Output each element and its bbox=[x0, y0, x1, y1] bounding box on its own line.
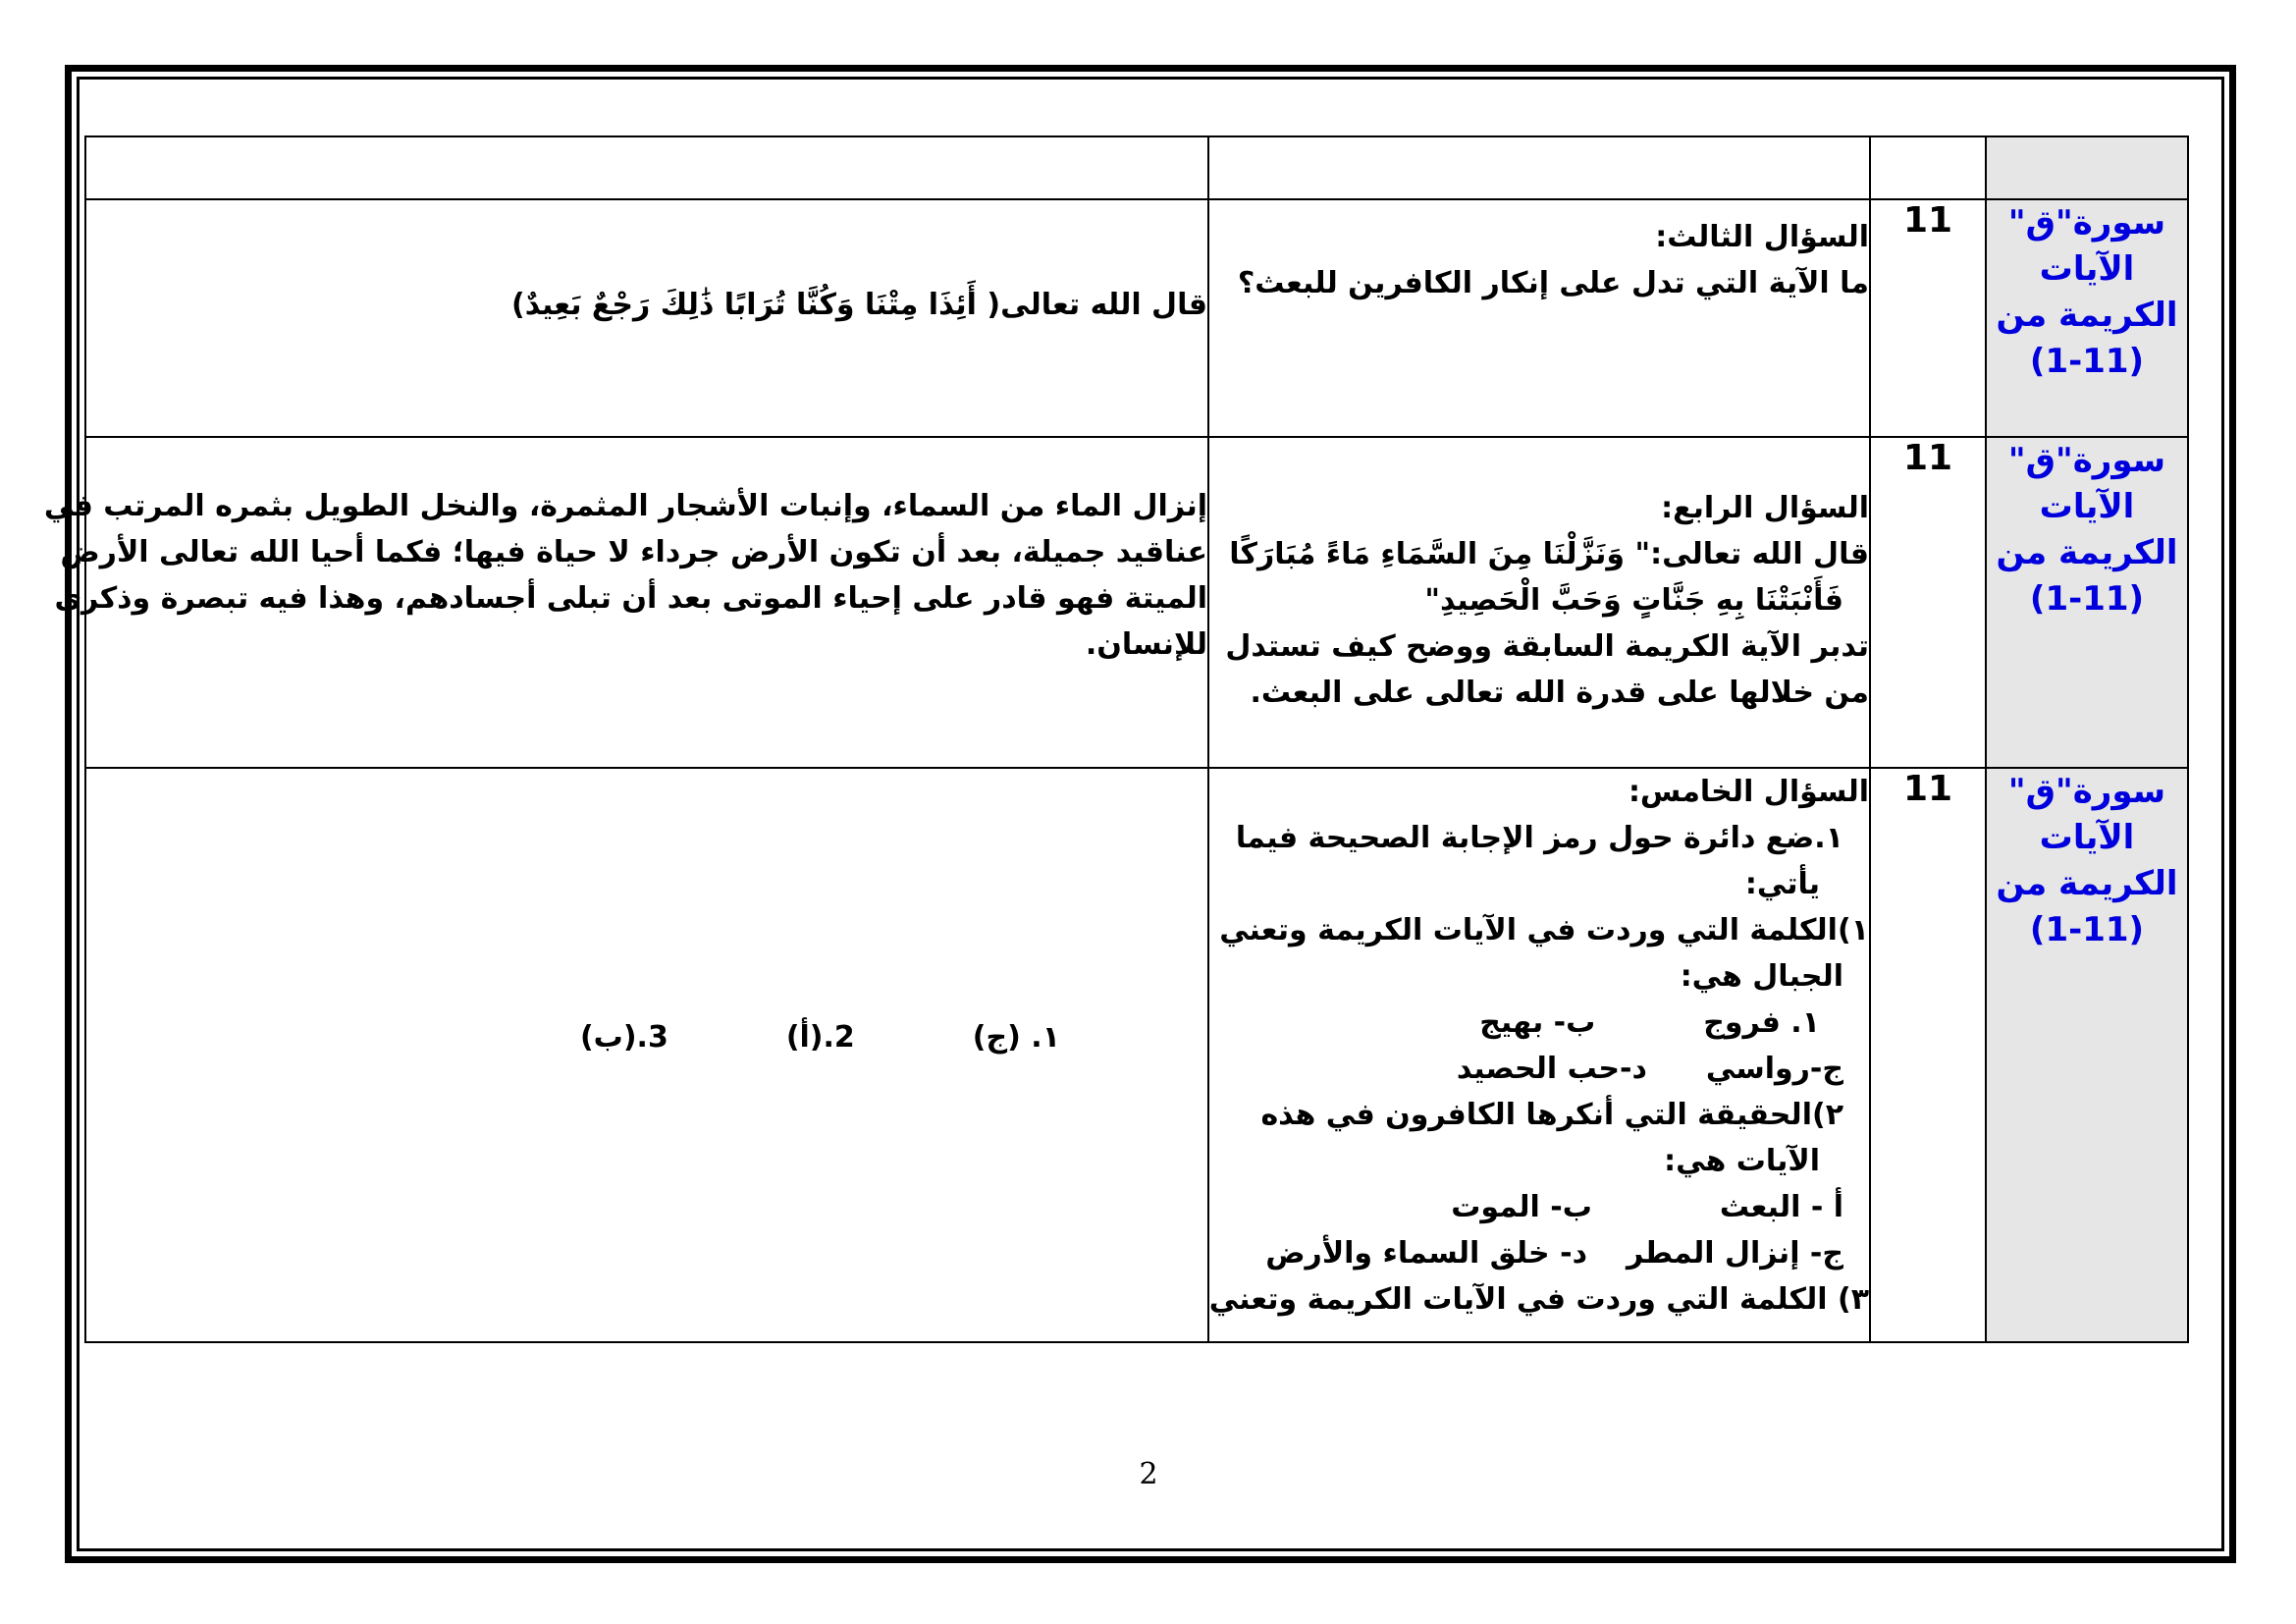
surah-verses-label: الآيات bbox=[2039, 487, 2135, 526]
surah-verses-from: الكريمة من bbox=[1996, 864, 2178, 903]
surah-cell bbox=[1986, 437, 2188, 768]
surah-cell bbox=[1986, 199, 2188, 437]
surah-verses-label: الآيات bbox=[2039, 818, 2135, 857]
answer-key bbox=[86, 1010, 1207, 1060]
answer-key-item: ١. (ج) bbox=[972, 1020, 1060, 1055]
question-item: الجبال هي: bbox=[1680, 959, 1843, 994]
surah-name: سورة"ق" bbox=[2007, 441, 2166, 480]
question-item: الآيات هي: bbox=[1664, 1144, 1820, 1178]
header-row bbox=[85, 136, 2188, 199]
page-number: 2 bbox=[1139, 1457, 1158, 1491]
option: ١. فروج bbox=[1703, 1005, 1820, 1040]
answer-key-item: 3.(ب) bbox=[579, 1020, 668, 1055]
answer-cell bbox=[43, 437, 1208, 768]
surah-cell bbox=[1986, 768, 2188, 1342]
option: ب- الموت bbox=[1451, 1190, 1592, 1224]
option-line bbox=[1209, 1230, 1869, 1276]
option: أ - البعث bbox=[1719, 1190, 1843, 1224]
answer-cell bbox=[85, 768, 1208, 1342]
question-item: ٣) الكلمة التي وردت في الآيات الكريمة وتعني bbox=[1208, 1282, 1869, 1317]
question-cell bbox=[1208, 437, 1870, 768]
option-line bbox=[1209, 1046, 1869, 1092]
option: ج-رواسي bbox=[1705, 1052, 1843, 1086]
table-row bbox=[85, 199, 2188, 437]
surah-verse-range: (1-11) bbox=[2029, 579, 2145, 619]
option-line bbox=[1209, 1000, 1869, 1046]
surah-verse-range: (1-11) bbox=[2029, 342, 2145, 381]
question-item: ٢)الحقيقة التي أنكرها الكافرون في هذه bbox=[1260, 1098, 1843, 1132]
answer-line: للإنسان. bbox=[1085, 627, 1207, 662]
question-instruction: ١.ضع دائرة حول رمز الإجابة الصحيحة فيما bbox=[1235, 821, 1843, 855]
table-row bbox=[85, 437, 2188, 768]
question-line: ما الآية التي تدل على إنكار الكافرين للبعث؟ bbox=[1237, 266, 1869, 300]
option: ج- إنزال المطر bbox=[1626, 1236, 1843, 1271]
number-cell: 11 bbox=[1870, 768, 1986, 1342]
question-cell bbox=[1208, 199, 1870, 437]
surah-name: سورة"ق" bbox=[2007, 203, 2166, 243]
option: د-حب الحصيد bbox=[1456, 1052, 1647, 1086]
question-cell bbox=[1208, 768, 1870, 1342]
surah-verse-range: (1-11) bbox=[2029, 910, 2145, 949]
question-instruction: يأتي: bbox=[1744, 867, 1820, 901]
question-title: السؤال الخامس: bbox=[1628, 775, 1869, 809]
answer-line: الميتة فهو قادر على إحياء الموتى بعد أن تبلى أجسادهم، وهذا فيه تبصرة وذكرى bbox=[54, 581, 1207, 616]
answer-cell: قال الله تعالى( أَئِذَا مِتْنَا وَكُنَّا تُرَابًا ذَٰلِكَ رَجْعٌ بَعِيدٌ) bbox=[85, 199, 1208, 437]
question-line: فَأَنْبَتْنَا بِهِ جَنَّاتٍ وَحَبَّ الْحَصِيدِ" bbox=[1424, 583, 1843, 618]
question-line: من خلالها على قدرة الله تعالى على البعث. bbox=[1250, 676, 1869, 710]
question-title: السؤال الرابع: bbox=[1661, 491, 1869, 525]
number-cell: 11 bbox=[1870, 437, 1986, 768]
question-line: قال الله تعالى:" وَنَزَّلْنَا مِنَ السَّمَاءِ مَاءً مُبَارَكًا bbox=[1229, 537, 1869, 571]
header-cell-surah bbox=[1986, 136, 2188, 199]
answer-line: عناقيد جميلة، بعد أن تكون الأرض جرداء لا حياة فيها؛ فكما أحيا الله تعالى الأرض bbox=[60, 535, 1207, 569]
number-cell: 11 bbox=[1870, 199, 1986, 437]
question-item: ١)الكلمة التي وردت في الآيات الكريمة وتعني bbox=[1219, 913, 1869, 947]
answer-line: إنزال الماء من السماء، وإنبات الأشجار المثمرة، والنخل الطويل بثمره المرتب في bbox=[43, 489, 1207, 523]
surah-verses-from: الكريمة من bbox=[1996, 533, 2178, 572]
question-line: تدبر الآية الكريمة السابقة ووضح كيف تستدل bbox=[1225, 629, 1869, 664]
surah-name: سورة"ق" bbox=[2007, 772, 2166, 811]
option-line bbox=[1209, 1184, 1869, 1230]
surah-verses-label: الآيات bbox=[2039, 249, 2135, 289]
header-cell-question bbox=[1208, 136, 1870, 199]
table-row bbox=[85, 768, 2188, 1342]
answer-key-item: 2.(أ) bbox=[785, 1020, 855, 1055]
header-cell-answer bbox=[85, 136, 1208, 199]
option: د- خلق السماء والأرض bbox=[1265, 1236, 1587, 1271]
surah-verses-from: الكريمة من bbox=[1996, 296, 2178, 335]
header-cell-number bbox=[1870, 136, 1986, 199]
lesson-table bbox=[43, 135, 2189, 1343]
question-title: السؤال الثالث: bbox=[1655, 220, 1869, 254]
option: ب- بهيج bbox=[1479, 1005, 1596, 1040]
